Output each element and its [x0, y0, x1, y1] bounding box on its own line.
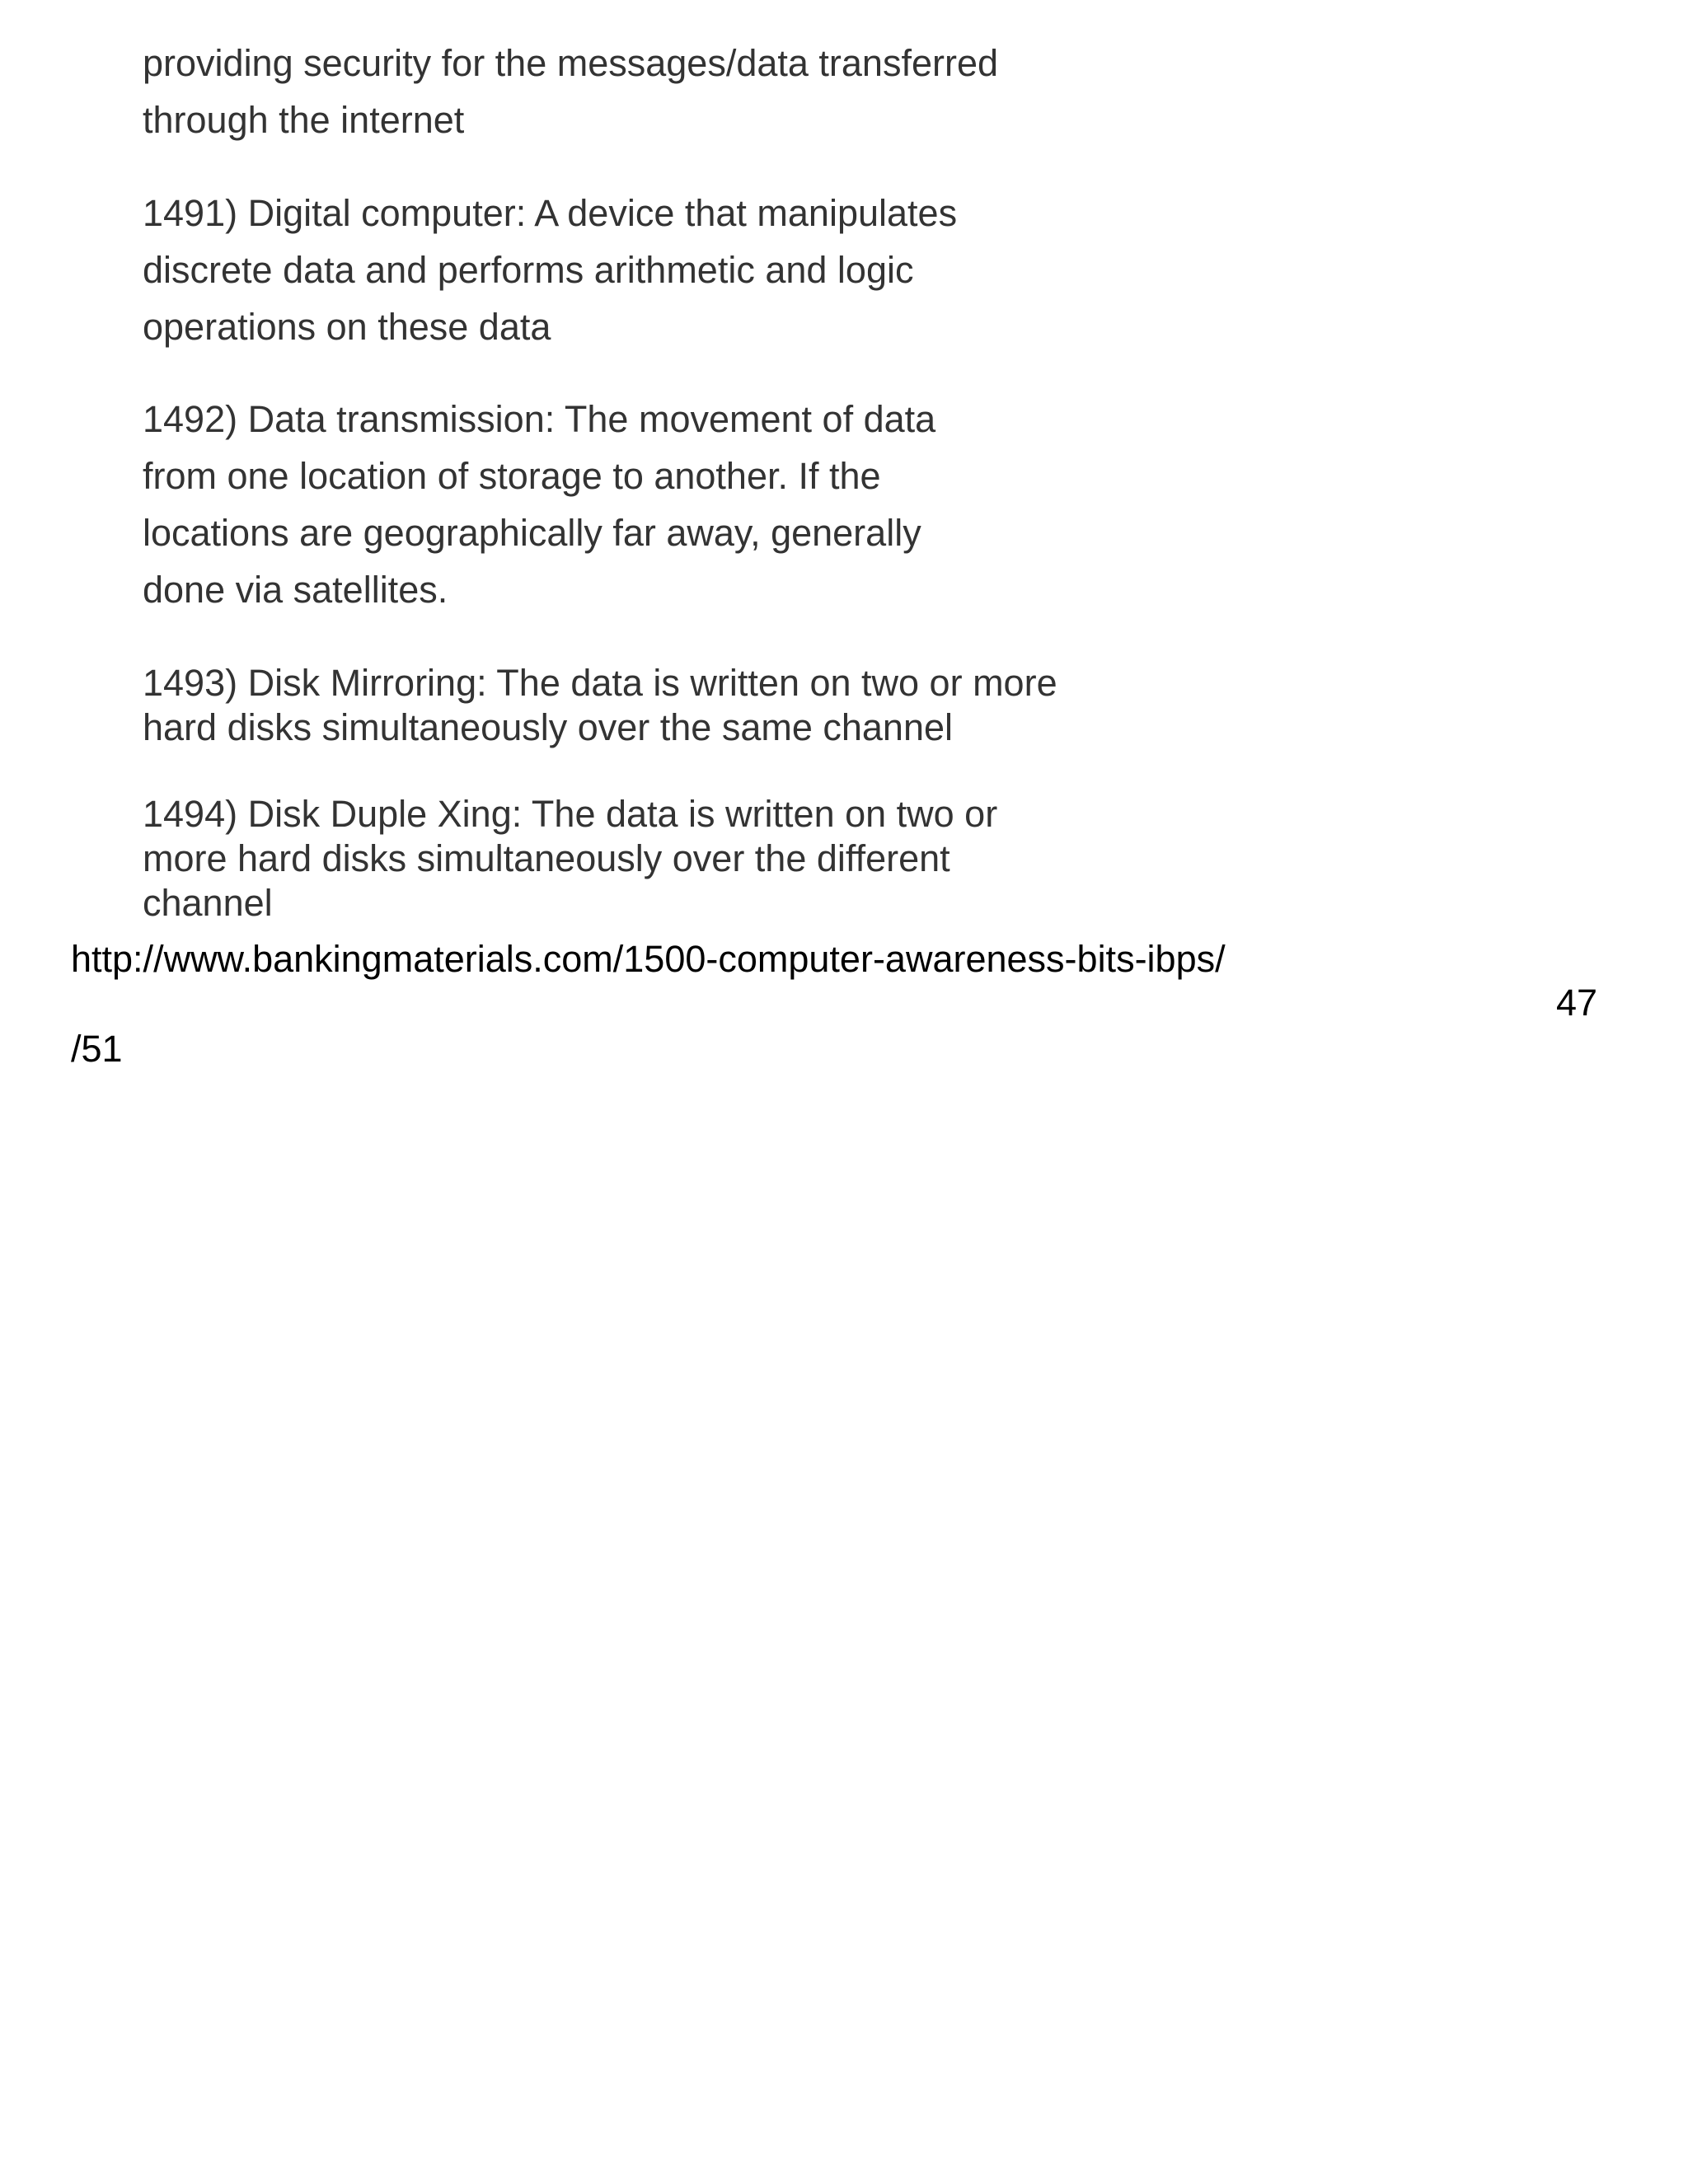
source-url: http://www.bankingmaterials.com/1500-computer-awareness-bits-ibps/	[71, 938, 1226, 980]
page-number: 47	[1556, 982, 1598, 1024]
entry-line: 1494) Disk Duple Xing: The data is written on two or	[143, 793, 998, 835]
entry-line: operations on these data	[143, 306, 551, 348]
entry-line: 1492) Data transmission: The movement of data	[143, 398, 936, 440]
entry-line: 1493) Disk Mirroring: The data is written on two or more	[143, 662, 1057, 704]
entry-line: channel	[143, 882, 273, 924]
entry-line: 1491) Digital computer: A device that manipulates	[143, 192, 958, 234]
entry-line: through the internet	[143, 99, 465, 141]
entry-line: discrete data and performs arithmetic and logic	[143, 249, 914, 291]
entry-line: providing security for the messages/data transferred	[143, 42, 999, 84]
entry-line: locations are geographically far away, generally	[143, 512, 921, 554]
entry-line: hard disks simultaneously over the same channel	[143, 706, 954, 748]
page-total: /51	[71, 1028, 123, 1070]
entry-line: from one location of storage to another. If the	[143, 455, 881, 497]
entry-line: done via satellites.	[143, 569, 448, 611]
entry-line: more hard disks simultaneously over the different	[143, 837, 950, 879]
